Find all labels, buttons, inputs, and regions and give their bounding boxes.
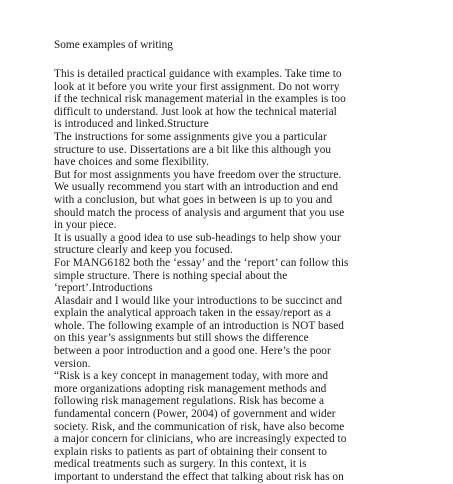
- body-line: explain risks to patients as part of obtaining their consent to: [54, 445, 327, 458]
- document-body: [54, 68, 434, 484]
- body-line: The instructions for some assignments give you a particular: [54, 130, 327, 143]
- body-line: fundamental concern (Power, 2004) of government and wider: [54, 408, 336, 421]
- body-line: look at it before you write your first assignment. Do not worry: [54, 80, 340, 93]
- body-line: should match the process of analysis and argument that you use: [54, 206, 345, 219]
- body-line: between a poor introduction and a good one. Here’s the poor: [54, 345, 331, 358]
- body-line: structure to use. Dissertations are a bit like this although you: [54, 143, 332, 156]
- body-line: explain the analytical approach taken in the essay/report as a: [54, 307, 331, 320]
- body-line: medical treatments such as surgery. In this context, it is: [54, 458, 307, 471]
- body-line: if the technical risk management material in the examples is too: [54, 93, 346, 106]
- body-line: But for most assignments you have freedom over the structure.: [54, 168, 342, 181]
- body-line: on this year’s assignments but still shows the difference: [54, 332, 309, 345]
- document-title: Some examples of writing: [54, 39, 173, 51]
- body-line: ‘report’.Introductions: [54, 282, 153, 295]
- body-line: is introduced and linked.Structure: [54, 118, 209, 131]
- body-line: This is detailed practical guidance with examples. Take time to: [54, 68, 342, 80]
- body-line: more organizations adopting risk management methods and: [54, 382, 327, 395]
- body-line: structure clearly and keep you focused.: [54, 244, 233, 257]
- body-line: Alasdair and I would like your introductions to be succinct and: [54, 294, 343, 307]
- body-line: society. Risk, and the communication of risk, have also become: [54, 420, 345, 433]
- body-line: version.: [54, 357, 91, 370]
- body-line: We usually recommend you start with an introduction and end: [54, 181, 339, 194]
- body-line: It is usually a good idea to use sub-headings to help show your: [54, 231, 341, 244]
- body-line: a major concern for clinicians, who are increasingly expected to: [54, 433, 347, 446]
- body-line: important to understand the effect that talking about risk has on: [54, 471, 344, 483]
- body-line: have choices and some flexibility.: [54, 156, 209, 169]
- body-line: For MANG6182 both the ‘essay’ and the ‘report’ can follow this: [54, 256, 349, 269]
- body-line: following risk management regulations. Risk has become a: [54, 395, 325, 408]
- body-line: simple structure. There is nothing special about the: [54, 269, 288, 282]
- body-line: difficult to understand. Just look at how the technical material: [54, 105, 337, 118]
- body-line: “Risk is a key concept in management today, with more and: [54, 370, 329, 383]
- body-line: in your piece.: [54, 219, 117, 232]
- body-line: with a conclusion, but what goes in between is up to you and: [54, 193, 333, 206]
- body-line: whole. The following example of an introduction is NOT based: [54, 319, 344, 332]
